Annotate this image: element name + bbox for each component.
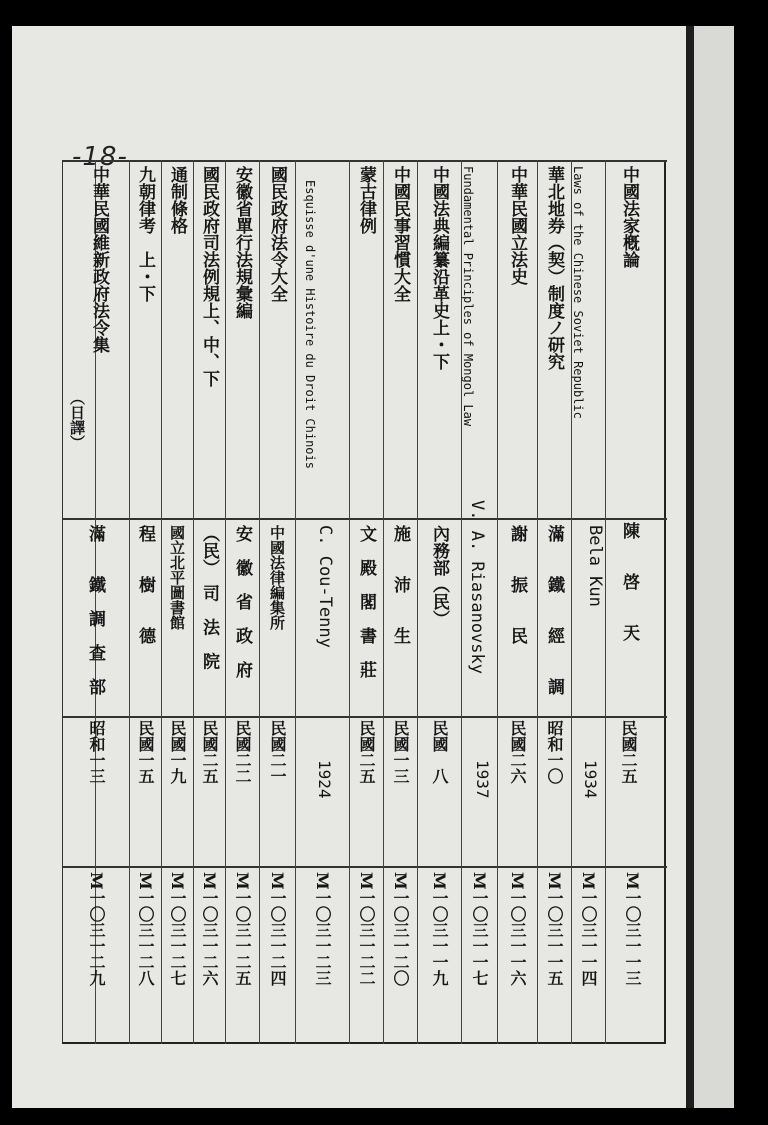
catalog-table xyxy=(62,160,666,1044)
book-date: 昭和一三 xyxy=(87,720,106,784)
book-date: 民國二五 xyxy=(357,720,376,784)
table-row xyxy=(259,160,295,1044)
book-date: 1937 xyxy=(473,760,492,799)
call-number: M一〇三一二四 xyxy=(268,872,287,986)
table-row xyxy=(225,160,259,1044)
book-date: 民國二六 xyxy=(508,720,527,784)
table-row xyxy=(417,160,461,1044)
book-author: 施 沛 生 xyxy=(390,525,410,644)
book-author: Bela Kun xyxy=(585,525,605,607)
book-date: 民國一九 xyxy=(168,720,187,784)
call-number: M一〇三一二六 xyxy=(200,872,219,986)
table-row xyxy=(537,160,571,1044)
table-row xyxy=(605,160,667,1044)
book-title: 九朝律考 上・下 xyxy=(135,166,155,302)
book-author: 謝 振 民 xyxy=(507,525,527,644)
book-author: 中國法律編集所 xyxy=(268,525,286,630)
book-title: 通制條格 xyxy=(167,166,187,234)
book-title-latin: Laws of the Chinese Soviet Republic xyxy=(571,166,585,419)
book-author: 程 樹 德 xyxy=(135,525,155,644)
call-number: M一〇三一一四 xyxy=(579,872,598,986)
book-date: 1934 xyxy=(581,760,600,799)
book-title: 蒙古律例 xyxy=(356,166,376,234)
table-row xyxy=(497,160,537,1044)
call-number: M一〇三一二七 xyxy=(168,872,187,986)
table-row xyxy=(63,160,129,1044)
book-date: 1924 xyxy=(315,760,334,799)
book-author: V. A. Riasanovsky xyxy=(467,500,487,674)
call-number: M一〇三一一九 xyxy=(430,872,449,986)
adjacent-page xyxy=(694,26,734,1108)
book-author: 國立北平圖書館 xyxy=(168,525,186,630)
table-row xyxy=(129,160,161,1044)
book-title: 中國法家槪論 xyxy=(619,166,639,268)
book-title: 中華民國立法史 xyxy=(507,166,527,285)
book-title: 中華民國維新政府法令集 xyxy=(89,166,109,353)
book-title: 中國民事習慣大全 xyxy=(390,166,410,302)
book-date: 民國二二 xyxy=(233,720,252,784)
book-author: 陳 啓 天 xyxy=(619,522,639,641)
book-date: 民國 八 xyxy=(430,720,449,784)
book-author: 安 徽 省 政 府 xyxy=(232,525,252,678)
book-title: 國民政府法令大全 xyxy=(267,166,287,302)
call-number: M一〇三一二五 xyxy=(233,872,252,986)
book-title-latin: Esquisse d'une Histoire du Droit Chinois xyxy=(303,180,317,469)
book-title: 華北地券（契）制度ノ研究 xyxy=(544,166,564,370)
call-number: M一〇三一二九 xyxy=(87,872,106,986)
table-row xyxy=(193,160,225,1044)
book-author: 內務部（民） xyxy=(429,525,449,627)
table-row xyxy=(461,160,497,1044)
table-row xyxy=(295,160,349,1044)
book-author: （民） 司 法 院 xyxy=(199,525,219,670)
book-title: 國民政府司法例規上、中、下 xyxy=(199,166,219,387)
page-binding-edge xyxy=(686,26,694,1108)
book-date: 昭和一〇 xyxy=(545,720,564,784)
table-row xyxy=(383,160,417,1044)
table-row xyxy=(349,160,383,1044)
call-number: M一〇三一二二 xyxy=(357,872,376,986)
book-author: 滿 鐵 調 查 部 xyxy=(85,525,105,695)
call-number: M一〇三一一六 xyxy=(508,872,527,986)
book-date: 民國二五 xyxy=(200,720,219,784)
call-number: M一〇三一一五 xyxy=(545,872,564,986)
book-date: 民國二五 xyxy=(619,720,638,784)
book-date: 民國二一 xyxy=(268,720,287,784)
call-number: M一〇三一二三 xyxy=(313,872,332,986)
book-author: 滿 鐵 經 調 xyxy=(544,525,564,695)
translation-note: （日譯） xyxy=(68,390,86,450)
book-title: 安徽省單行法規彙編 xyxy=(232,166,252,319)
call-number: M一〇三一二〇 xyxy=(391,872,410,986)
book-author: C. Cou-Tenny xyxy=(315,525,335,648)
book-author: 文 殿 閣 書 莊 xyxy=(356,525,376,678)
book-date: 民國一五 xyxy=(136,720,155,784)
call-number: M一〇三一二八 xyxy=(136,872,155,986)
call-number: M一〇三一一三 xyxy=(623,872,642,986)
call-number: M一〇三一一七 xyxy=(470,872,489,986)
book-date: 民國一三 xyxy=(391,720,410,784)
book-title: 中國法典編纂沿革史上・下 xyxy=(429,166,449,370)
page-number: -18- xyxy=(72,142,128,172)
table-row xyxy=(571,160,605,1044)
table-row xyxy=(161,160,193,1044)
book-title-latin: Fundamental Principles of Mongol Law xyxy=(461,166,475,427)
